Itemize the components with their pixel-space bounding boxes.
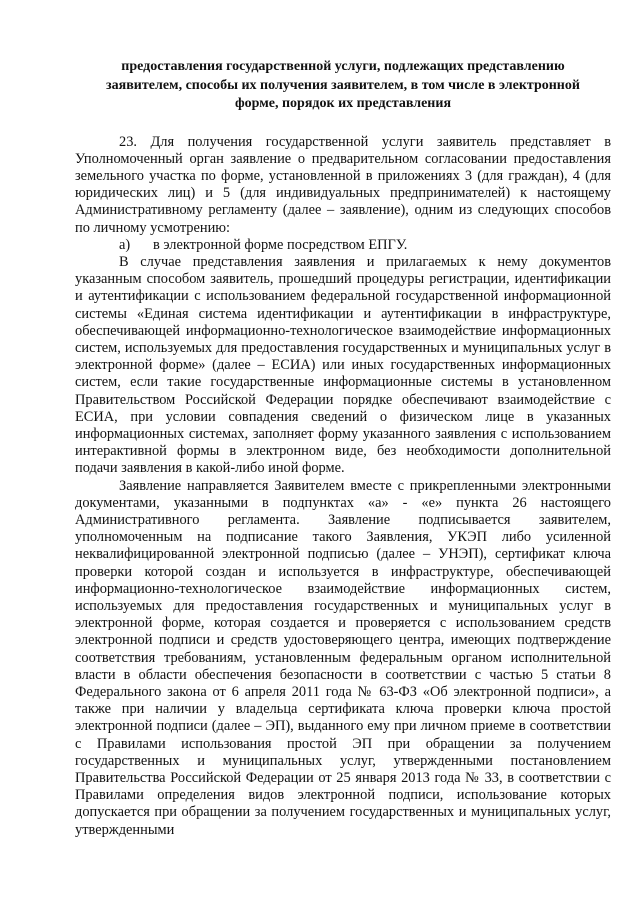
heading-line-3: форме, порядок их представления: [234, 96, 452, 111]
list-item-a-text: в электронной форме посредством ЕПГУ.: [153, 236, 408, 253]
paragraph-case: В случае представления заявления и прилагаемых к нему документов указанным способом заявитель, прошедший процедуры регистрации, идентификации и аутентификации с использованием федеральной государственной информационной системы «Единая система идентификации и аутентификации в инфраструктуре, обеспечивающей информационно-технологическое взаимодействие информационных систем, используемых для предоставления государственных и муниципальных услуг в электронной форме» (далее – ЕСИА) или иных государственных информационных систем, если такие государственные информационные системы в установленном Правительством Российской Федерации порядке обеспечивают взаимодействие с ЕСИА, при условии совпадения сведений о физическом лице в указанных информационных системах, заполняет форму указанного заявления с использованием интерактивной формы в электронном виде, без необходимости дополнительной подачи заявления в какой-либо иной форме.: [75, 253, 611, 477]
list-item-a: [75, 237, 611, 254]
paragraph-statement: Заявление направляется Заявителем вместе с прикрепленными электронными документами, указанными в подпунктах «а» - «е» пункта 26 настоящего Административного регламента. Заявление подписывается заявителем, уполномоченным на подписание такого Заявления, УКЭП либо усиленной неквалифицированной электронной подписью (далее – УНЭП), сертификат ключа проверки которой создан и используется в инфраструктуре, обеспечивающей информационно-технологическое взаимодействие информационных систем, используемых для предоставления государственных и муниципальных услуг в электронной форме, которая создается и проверяется с использованием средств электронной подписи и средств удостоверяющего центра, имеющих подтверждение соответствия требованиям, установленным федеральным органом исполнительной власти в области обеспечения безопасности в соответствии с частью 5 статьи 8 Федерального закона от 6 апреля 2011 года № 63-ФЗ «Об электронной подписи», а также при наличии у владельца сертификата ключа проверки ключа простой электронной подписи (далее – ЭП), выданного ему при личном приеме в соответствии с Правилами использования простой ЭП при обращении за получением государственных и муниципальных услуг, утвержденными постановлением Правительства Российской Федерации от 25 января 2013 года № 33, в соответствии с Правилами определения видов электронной подписи, использование которых допускается при обращении за получением государственных и муниципальных услуг, утвержденными: [75, 477, 611, 838]
section-heading: [75, 58, 611, 114]
document-page: [75, 58, 611, 839]
list-item-a-letter: а): [119, 236, 131, 253]
heading-line-2: заявителем, способы их получения заявителем, в том числе в электронной: [106, 77, 580, 93]
heading-line-1: предоставления государственной услуги, подлежащих представлению: [121, 59, 565, 74]
paragraph-23: 23. Для получения государственной услуги заявитель представляет в Уполномоченный орган заявление о предварительном согласовании предоставления земельного участка по форме, установленной в приложениях 3 (для граждан), 4 (для юридических лиц) и 5 (для индивидуальных предпринимателей) к настоящему Административному регламенту (далее – заявление), одним из следующих способов по личному усмотрению:: [75, 133, 611, 236]
